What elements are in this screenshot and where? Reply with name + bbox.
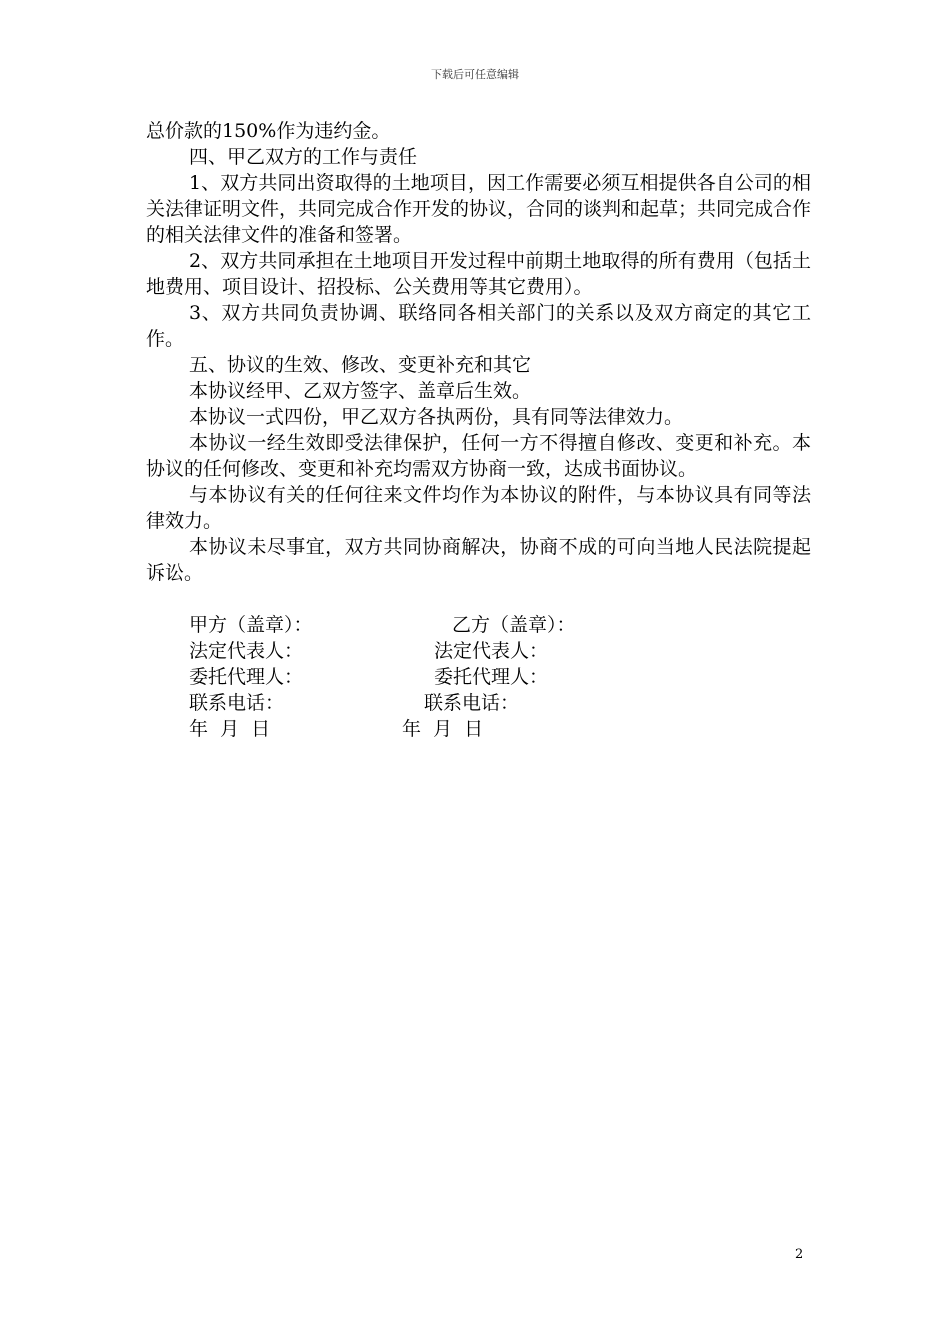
- agent-a-label: 委托代理人：: [189, 666, 304, 688]
- paragraph: 2、双方共同承担在土地项目开发过程中前期土地取得的所有费用（包括土地费用、项目设计、招投标、公关费用等其它费用）。: [146, 250, 811, 298]
- paragraph: 本协议一经生效即受法律保护，任何一方不得擅自修改、变更和补充。本协议的任何修改、变更和补充均需双方协商一致，达成书面协议。: [146, 432, 811, 480]
- rep-b-label: 法定代表人：: [434, 640, 549, 662]
- page-header: 下载后可任意编辑: [431, 68, 519, 81]
- paragraph: 本协议一式四份，甲乙双方各执两份，具有同等法律效力。: [189, 406, 684, 428]
- date-b-label: 年 月 日: [402, 718, 484, 740]
- section-heading: 五、协议的生效、修改、变更补充和其它: [189, 354, 532, 376]
- party-a-label: 甲方（盖章）：: [189, 614, 313, 636]
- paragraph: 与本协议有关的任何往来文件均作为本协议的附件，与本协议具有同等法律效力。: [146, 484, 811, 532]
- signature-row-agent: [146, 664, 811, 690]
- paragraph: 本协议未尽事宜，双方共同协商解决，协商不成的可向当地人民法院提起诉讼。: [146, 536, 811, 584]
- paragraph: 总价款的150%作为违约金。: [146, 120, 391, 142]
- paragraph: 1、双方共同出资取得的土地项目，因工作需要必须互相提供各自公司的相关法律证明文件，共同完成合作开发的协议，合同的谈判和起草；共同完成合作的相关法律文件的准备和签署。: [146, 172, 812, 246]
- phone-a-label: 联系电话：: [189, 692, 285, 714]
- party-b-label: 乙方（盖章）：: [452, 614, 576, 636]
- page-number: 2: [795, 1247, 804, 1262]
- phone-b-label: 联系电话：: [424, 692, 520, 714]
- rep-a-label: 法定代表人：: [189, 640, 304, 662]
- signature-row-representative: [146, 638, 811, 664]
- paragraph: 本协议经甲、乙双方签字、盖章后生效。: [189, 380, 532, 402]
- paragraph: 3、双方共同负责协调、联络同各相关部门的关系以及双方商定的其它工作。: [146, 302, 811, 350]
- section-heading: 四、甲乙双方的工作与责任: [189, 146, 418, 168]
- date-a-label: 年 月 日: [189, 718, 271, 740]
- document-body: [146, 118, 811, 742]
- signature-row-party: [146, 612, 811, 638]
- signature-row-date: [146, 716, 811, 742]
- agent-b-label: 委托代理人：: [434, 666, 549, 688]
- spacer: [146, 586, 811, 612]
- signature-row-phone: [146, 690, 811, 716]
